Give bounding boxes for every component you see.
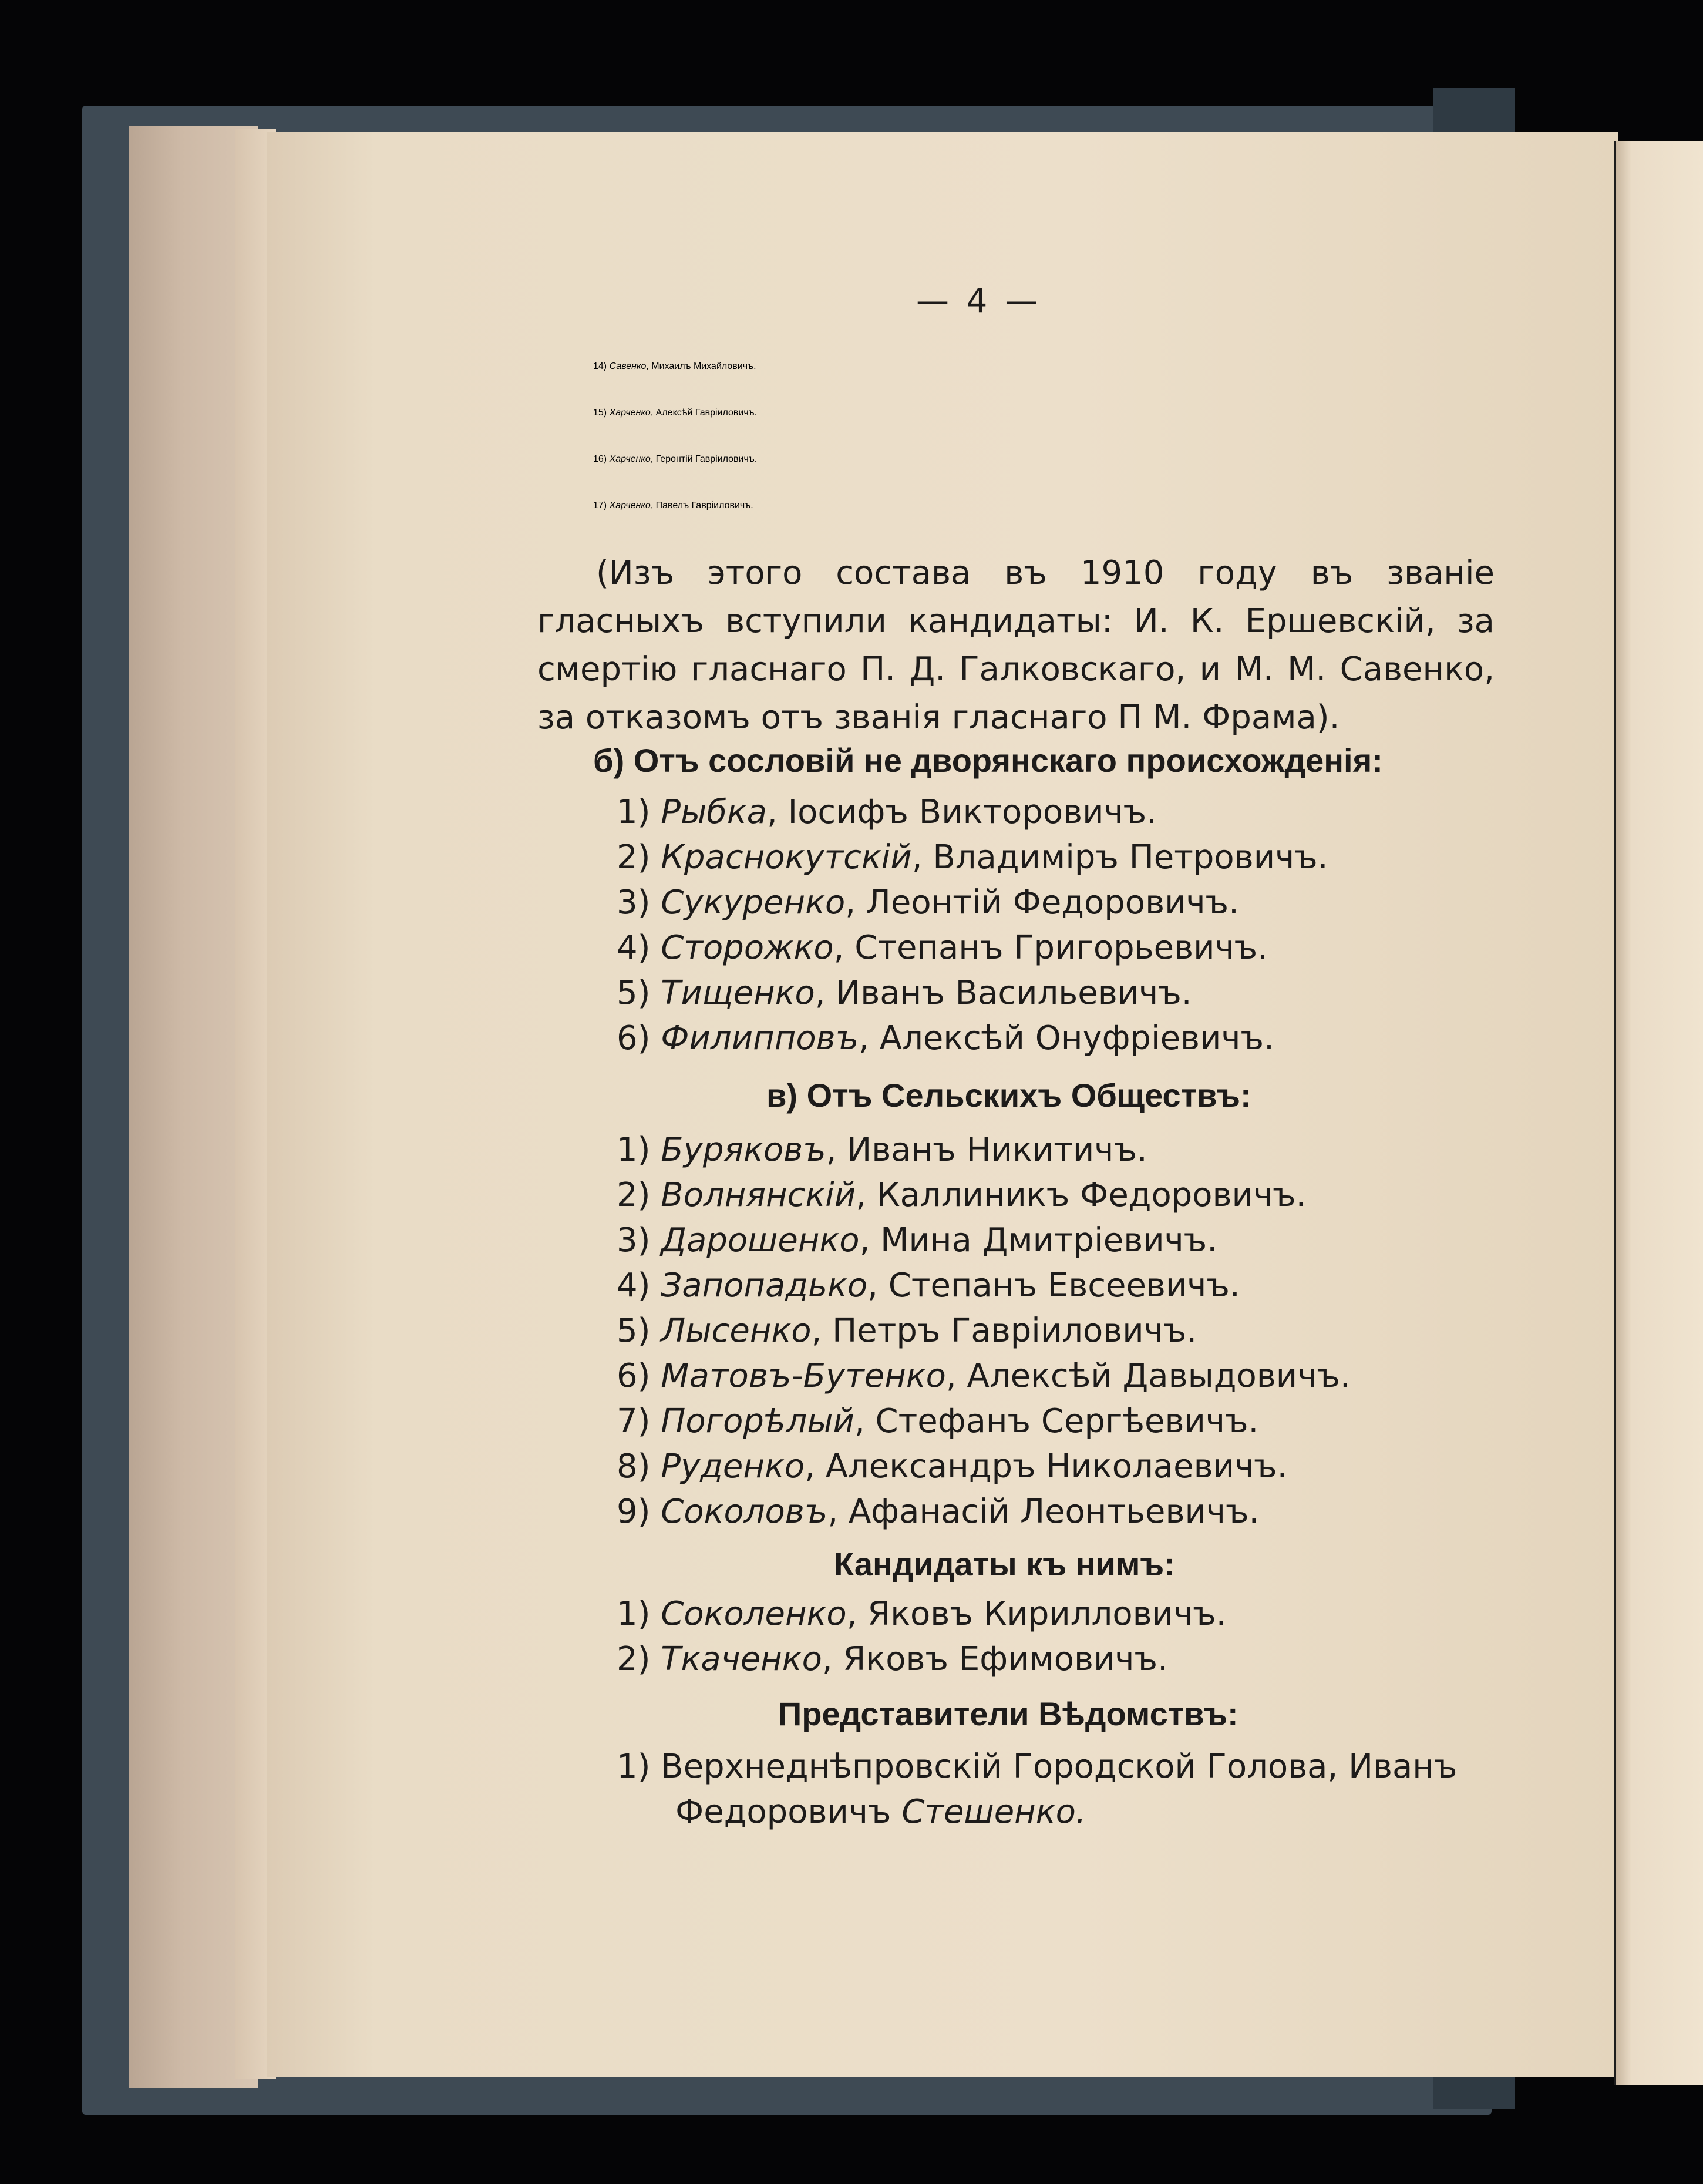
list-item: 5) Лысенко, Петръ Гавріиловичъ. <box>617 1312 1197 1350</box>
page-number: — 4 — <box>916 282 1042 320</box>
list-item: 16) Харченко, Геронтій Гавріиловичъ. <box>593 454 758 464</box>
list-item: 1) Верхнеднѣпровскій Городской Голова, Иванъ <box>617 1748 1458 1786</box>
list-item: 9) Соколовъ, Афанасій Леонтьевичъ. <box>617 1493 1260 1531</box>
list-item: 1) Буряковъ, Иванъ Никитичъ. <box>617 1131 1147 1169</box>
list-item: 4) Сторожко, Степанъ Григорьевичъ. <box>617 929 1268 967</box>
representatives-heading: Представители Вѣдомствъ: <box>778 1695 1238 1732</box>
note-paragraph: (Изъ этого состава въ 1910 году въ званіе гласныхъ вступили кандидаты: И. К. Ершевскій, за смертію гласнаго П. Д. Галковскаго, и М. М. Савенко, за отказомъ отъ званія гласнаго П М. Фрама). <box>537 554 1495 737</box>
section-b-heading: б) Отъ сословій не дворянскаго происхожденія: <box>593 742 1383 779</box>
candidates-heading: Кандидаты къ нимъ: <box>834 1545 1175 1582</box>
list-item: 14) Савенко, Михаилъ Михайловичъ. <box>593 361 756 371</box>
list-item: 3) Сукуренко, Леонтій Федоровичъ. <box>617 883 1239 922</box>
list-item: 6) Матовъ-Бутенко, Алексѣй Давыдовичъ. <box>617 1357 1351 1395</box>
facing-page-edge <box>1614 141 1703 2085</box>
list-item: 15) Харченко, Алексѣй Гавріиловичъ. <box>593 408 758 418</box>
list-item-continuation: Федоровичъ Стешенко. <box>675 1793 1086 1831</box>
list-item: 2) Ткаченко, Яковъ Ефимовичъ. <box>617 1640 1168 1678</box>
list-item: 1) Соколенко, Яковъ Кирилловичъ. <box>617 1595 1227 1633</box>
list-item: 5) Тищенко, Иванъ Васильевичъ. <box>617 974 1192 1012</box>
list-item: 3) Дарошенко, Мина Дмитріевичъ. <box>617 1221 1218 1259</box>
list-item: 7) Погорѣлый, Стефанъ Сергѣевичъ. <box>617 1402 1259 1440</box>
list-item: 1) Рыбка, Іосифъ Викторовичъ. <box>617 793 1157 831</box>
list-item: 2) Краснокутскій, Владиміръ Петровичъ. <box>617 838 1328 876</box>
section-v-heading: в) Отъ Сельскихъ Обществъ: <box>766 1077 1251 1114</box>
list-item: 6) Филипповъ, Алексѣй Онуфріевичъ. <box>617 1019 1274 1057</box>
list-item: 8) Руденко, Александръ Николаевичъ. <box>617 1447 1288 1486</box>
list-item: 17) Харченко, Павелъ Гавріиловичъ. <box>593 500 753 510</box>
list-item: 2) Волнянскій, Каллиникъ Федоровичъ. <box>617 1176 1307 1214</box>
list-item: 4) Запопадько, Степанъ Евсеевичъ. <box>617 1266 1240 1305</box>
